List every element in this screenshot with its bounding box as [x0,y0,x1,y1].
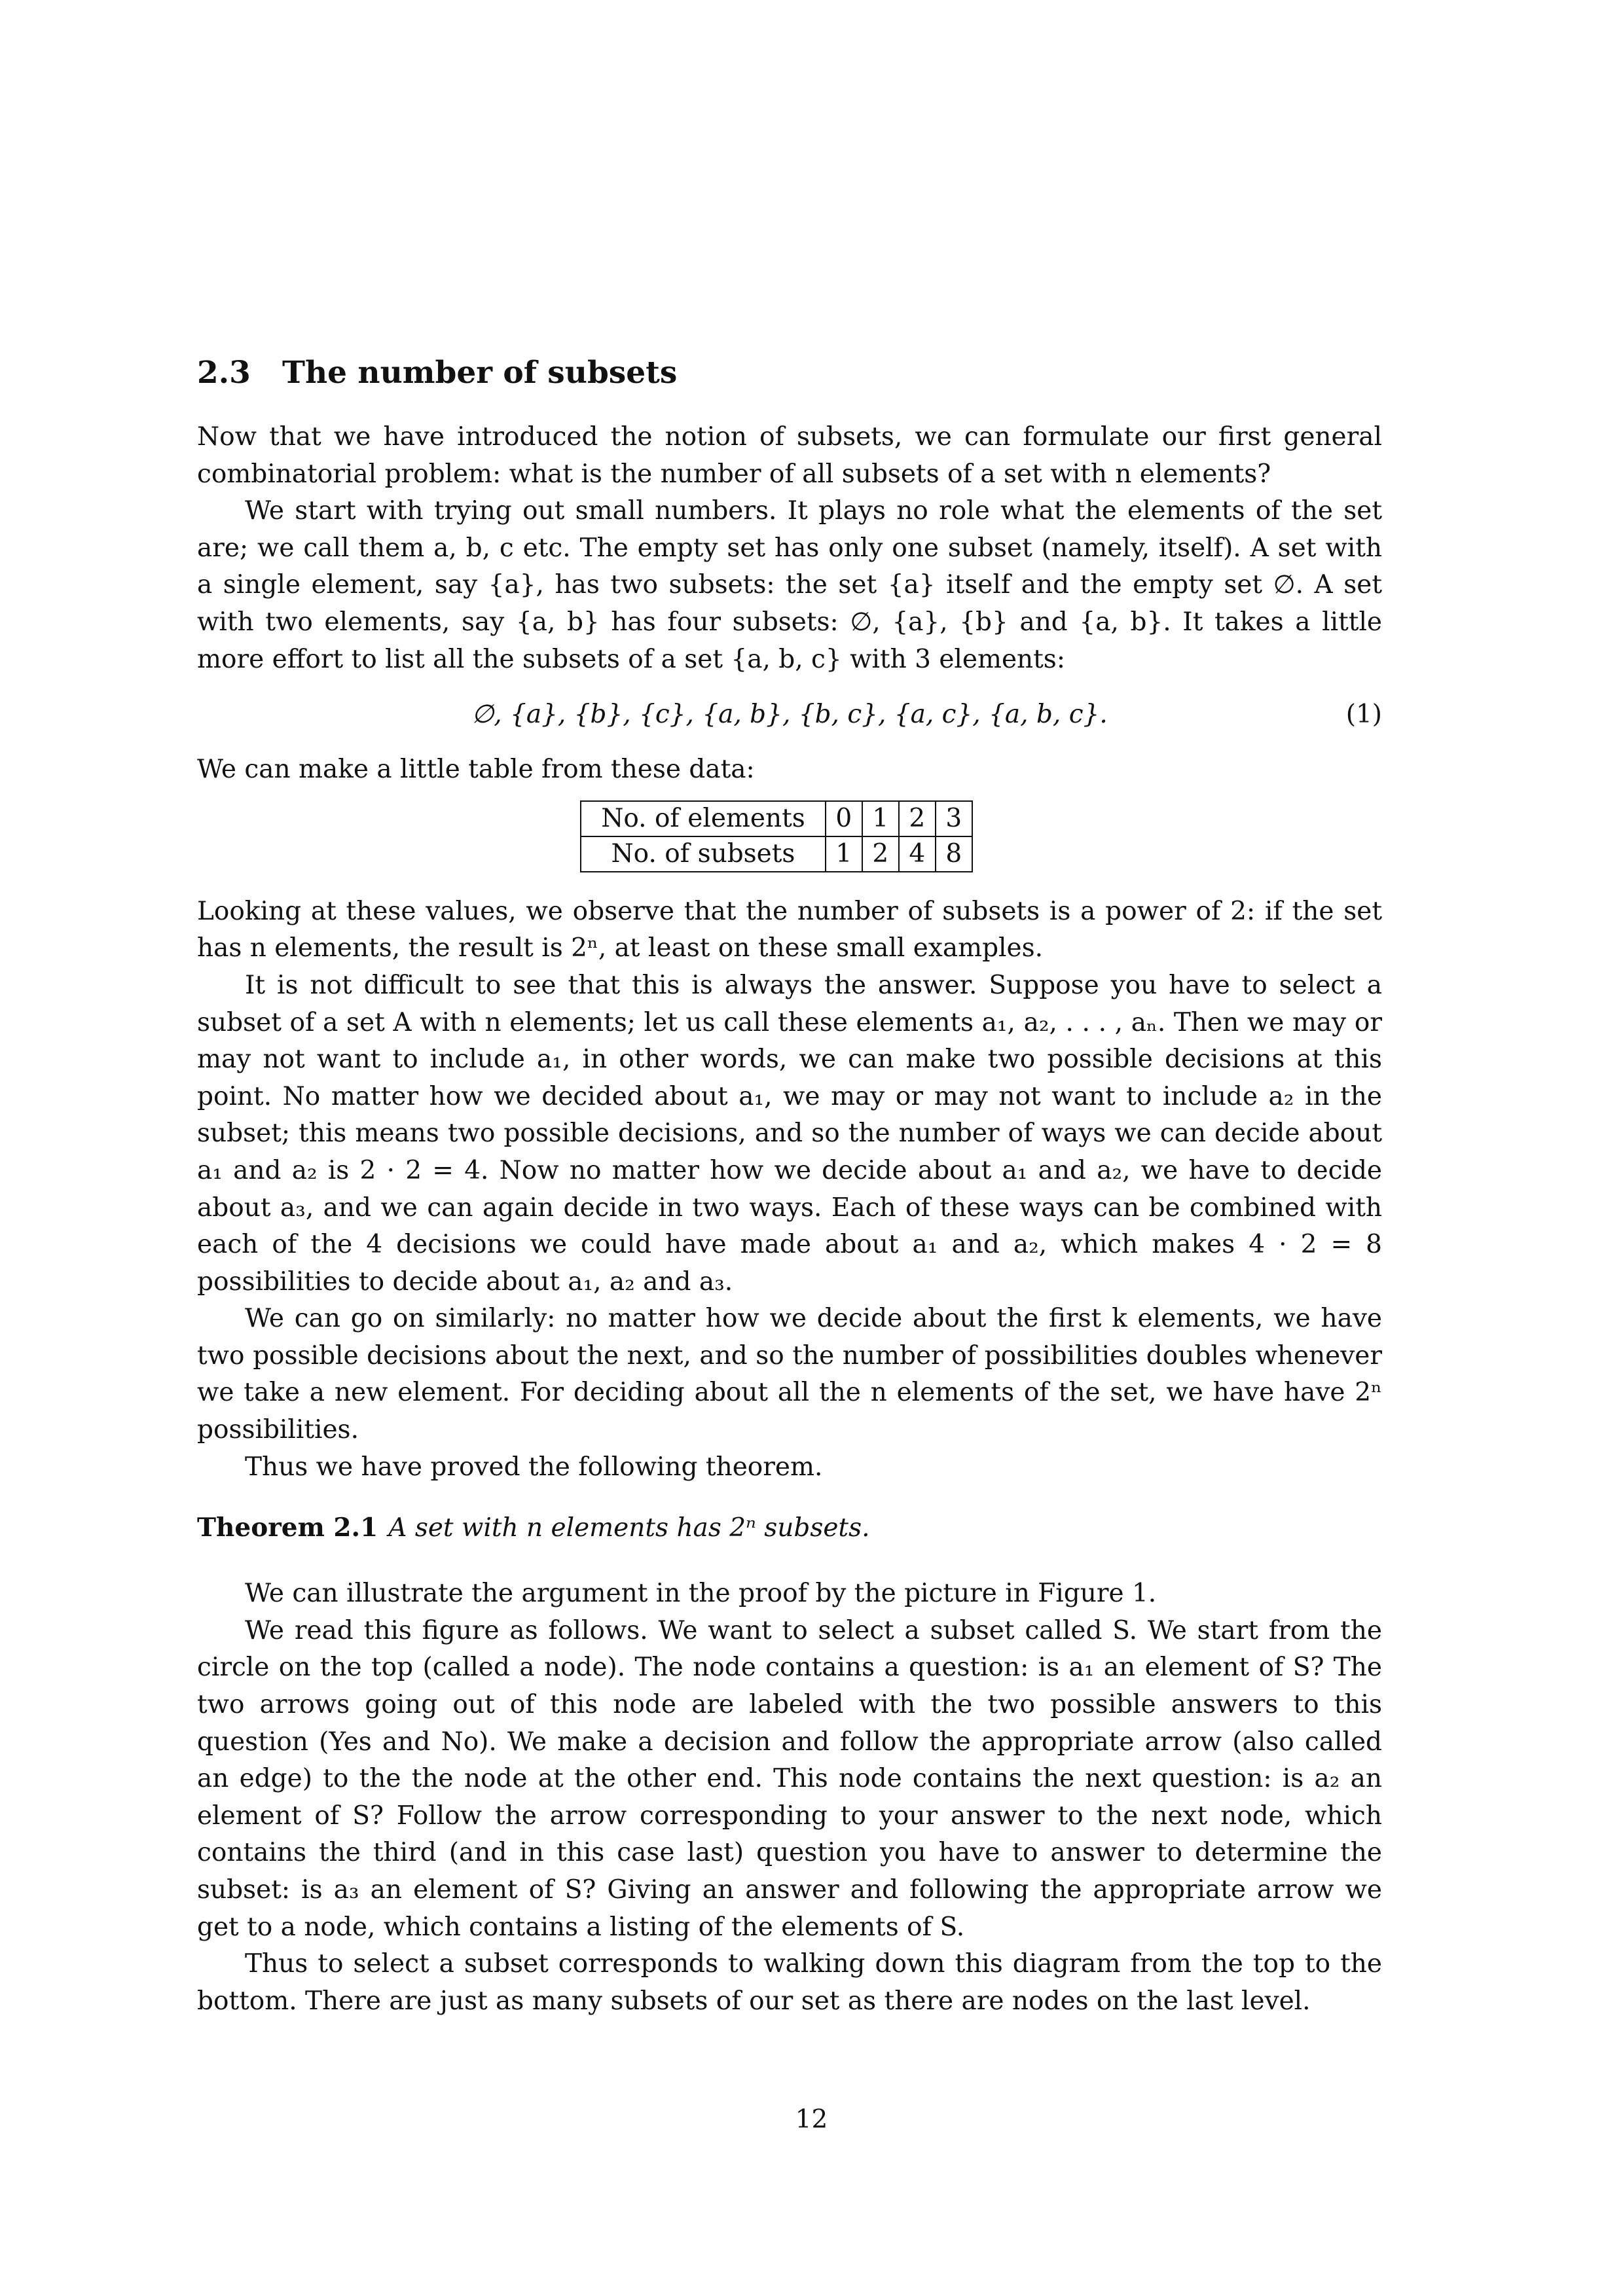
table-row-label: No. of elements [581,801,826,836]
section-number: 2.3 [197,355,251,391]
table-cell: 1 [862,801,899,836]
paragraph-1: Now that we have introduced the notion of subsets, we can formulate our first general combinatorial problem: what is the number of all subsets of a set with n elements? [197,422,1382,489]
equation-number: (1) [1345,700,1382,730]
paragraph-3: We can make a little table from these data: [197,755,755,785]
theorem-2-1 [197,1509,1382,1547]
table-cell: 0 [826,801,862,836]
paragraph-9: We read this figure as follows. We want to select a subset called S. We start from the circle on the top (called a node). The node contains a question: is a₁ an element of S? The two arrows going out of this node are labeled with the two possible answers to this question (Yes and No). We make a decision and follow the appropriate arrow (also called an edge) to the the node at the other end. This node contains the next question: is a₂ an element of S? Follow the arrow corresponding to your answer to the next node, which contains the third (and in this case last) question you have to answer to determine the subset: is a₃ an element of S? Giving an answer and following the appropriate arrow we get to a node, which contains a listing of the elements of S. [197,1615,1382,1942]
paragraph-10: Thus to select a subset corresponds to walking down this diagram from the top to the bottom. There are just as many subsets of our set as there are nodes on the last level. [197,1949,1382,2016]
paragraph-8: We can illustrate the argument in the proof by the picture in Figure 1. [245,1579,1157,1609]
table-cell: 3 [936,801,972,836]
table-row-subsets [581,836,972,872]
paragraph-5: It is not difficult to see that this is always the answer. Suppose you have to select a subset of a set A with n elements; let us call these elements a₁, a₂, . . . , aₙ. Then we may or may not want to include a₁, in other words, we can make two possible decisions at this point. No matter how we decided about a₁, we may or may not want to include a₂ in the subset; this means two possible decisions, and so the number of ways we can decide about a₁ and a₂ is 2 · 2 = 4. Now no matter how we decide about a₁ and a₂, we have to decide about a₃, and we can again decide in two ways. Each of these ways can be combined with each of the 4 decisions we could have made about a₁ and a₂, which makes 4 · 2 = 8 possibilities to decide about a₁, a₂ and a₃. [197,970,1382,1297]
table-cell: 2 [862,836,899,872]
paragraph-4: Looking at these values, we observe that the number of subsets is a power of 2: if the set has n elements, the result is 2ⁿ, at least on these small examples. [197,896,1382,963]
equation-text: ∅, {a}, {b}, {c}, {a, b}, {b, c}, {a, c}, {a, b, c}. [471,700,1108,730]
theorem-text: A set with n elements has 2ⁿ subsets. [388,1513,870,1543]
table-row-label: No. of subsets [581,836,826,872]
section-heading [197,353,1382,393]
table-cell: 1 [826,836,862,872]
page-body [197,353,1382,2020]
table-cell: 4 [899,836,936,872]
theorem-label: Theorem 2.1 [197,1513,378,1543]
paragraph-2: We start with trying out small numbers. It plays no role what the elements of the set are; we call them a, b, c etc. The empty set has only one subset (namely, itself). A set with a single element, say {a}, has two subsets: the set {a} itself and the empty set ∅. A set with two elements, say {a, b} has four subsets: ∅, {a}, {b} and {a, b}. It takes a little more effort to list all the subsets of a set {a, b, c} with 3 elements: [197,496,1382,674]
paragraph-6: We can go on similarly: no matter how we decide about the first k elements, we have two possible decisions about the next, and so the number of possibilities doubles whenever we take a new element. For deciding about all the n elements of the set, we have have 2ⁿ possibilities. [197,1304,1382,1445]
table-row-elements [581,801,972,836]
equation-1 [197,696,1382,733]
paragraph-7: Thus we have proved the following theorem. [245,1452,823,1482]
table-cell: 8 [936,836,972,872]
page-number: 12 [795,2105,828,2134]
section-title: The number of subsets [282,355,678,391]
subsets-table [580,800,973,872]
table-cell: 2 [899,801,936,836]
